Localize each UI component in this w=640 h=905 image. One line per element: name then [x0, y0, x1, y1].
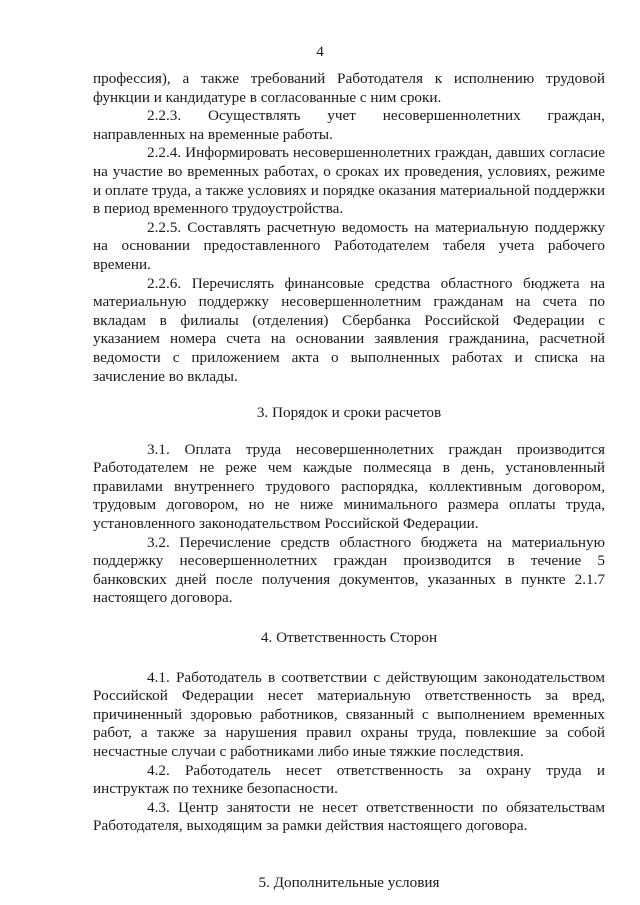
clause-number: 2.2.3.: [147, 107, 182, 125]
document-body: [93, 70, 605, 893]
word: граждан,: [547, 107, 605, 125]
section-4-heading: 4. Ответственность Сторон: [260, 629, 438, 647]
paragraph-2-2-6: 2.2.6. Перечислять финансовые средства областного бюджета на материальную поддержку несовершеннолетним гражданам на счета по вкладам в филиалы (отделения) Сбербанка Российской Федерации с указанием номера счета на основании заявления гражданина, расчетной ведомости с приложением акта о выполненных работах и списка на зачисление во вклады.: [93, 274, 605, 385]
word: несовершеннолетних: [382, 107, 521, 125]
paragraph-2-2-4: 2.2.4. Информировать несовершеннолетних граждан, давших согласие на участие во временных работах, о сроках их проведения, условиях, режиме и оплате труда, а также условиях и порядке оказания материальной поддержки в период временного трудоустройства.: [93, 144, 605, 218]
word: учет: [327, 107, 356, 125]
paragraph-2-2-3-rest: направленных на временные работы.: [93, 125, 333, 143]
section-5-heading: 5. Дополнительные условия: [258, 873, 440, 891]
paragraph-2-2-5: 2.2.5. Составлять расчетную ведомость на материальную поддержку на основании предоставленного Работодателем табеля учета рабочего времени.: [93, 218, 605, 273]
paragraph-3-2: 3.2. Перечисление средств областного бюджета на материальную поддержку несовершеннолетних граждан производится в течение 5 банковских дней после получения документов, указанных в пункте 2.1.7 настоящего договора.: [93, 533, 605, 607]
paragraph-4-3: 4.3. Центр занятости не несет ответственности по обязательствам Работодателя, выходящим за рамки действия настоящего договора.: [93, 798, 605, 835]
word: Осуществлять: [208, 107, 301, 125]
paragraph-continuation: профессия), а также требований Работодателя к исполнению трудовой функции и кандидатуре в согласованные с ним сроки.: [93, 70, 605, 106]
paragraph-4-1: 4.1. Работодатель в соответствии с действующим законодательством Российской Федерации несет материальную ответственность за вред, причиненный здоровью работников, связанный с выполнением временных работ, а также за нарушения правил охраны труда, повлекшие за собой несчастные случаи с работниками либо иные тяжкие последствия.: [93, 668, 605, 760]
section-3-heading: 3. Порядок и сроки расчетов: [256, 404, 442, 422]
paragraph-4-2: 4.2. Работодатель несет ответственность за охрану труда и инструктаж по технике безопасности.: [93, 761, 605, 798]
page-number: 4: [316, 43, 324, 60]
paragraph-2-2-3-first-line: [93, 107, 605, 126]
paragraph-3-1: 3.1. Оплата труда несовершеннолетних граждан производится Работодателем не реже чем каждые полмесяца в день, установленный правилами внутреннего трудового распорядка, коллективным договором, трудовым договором, но не ниже минимального размера оплаты труда, установленного законодательством Российской Федерации.: [93, 440, 605, 533]
